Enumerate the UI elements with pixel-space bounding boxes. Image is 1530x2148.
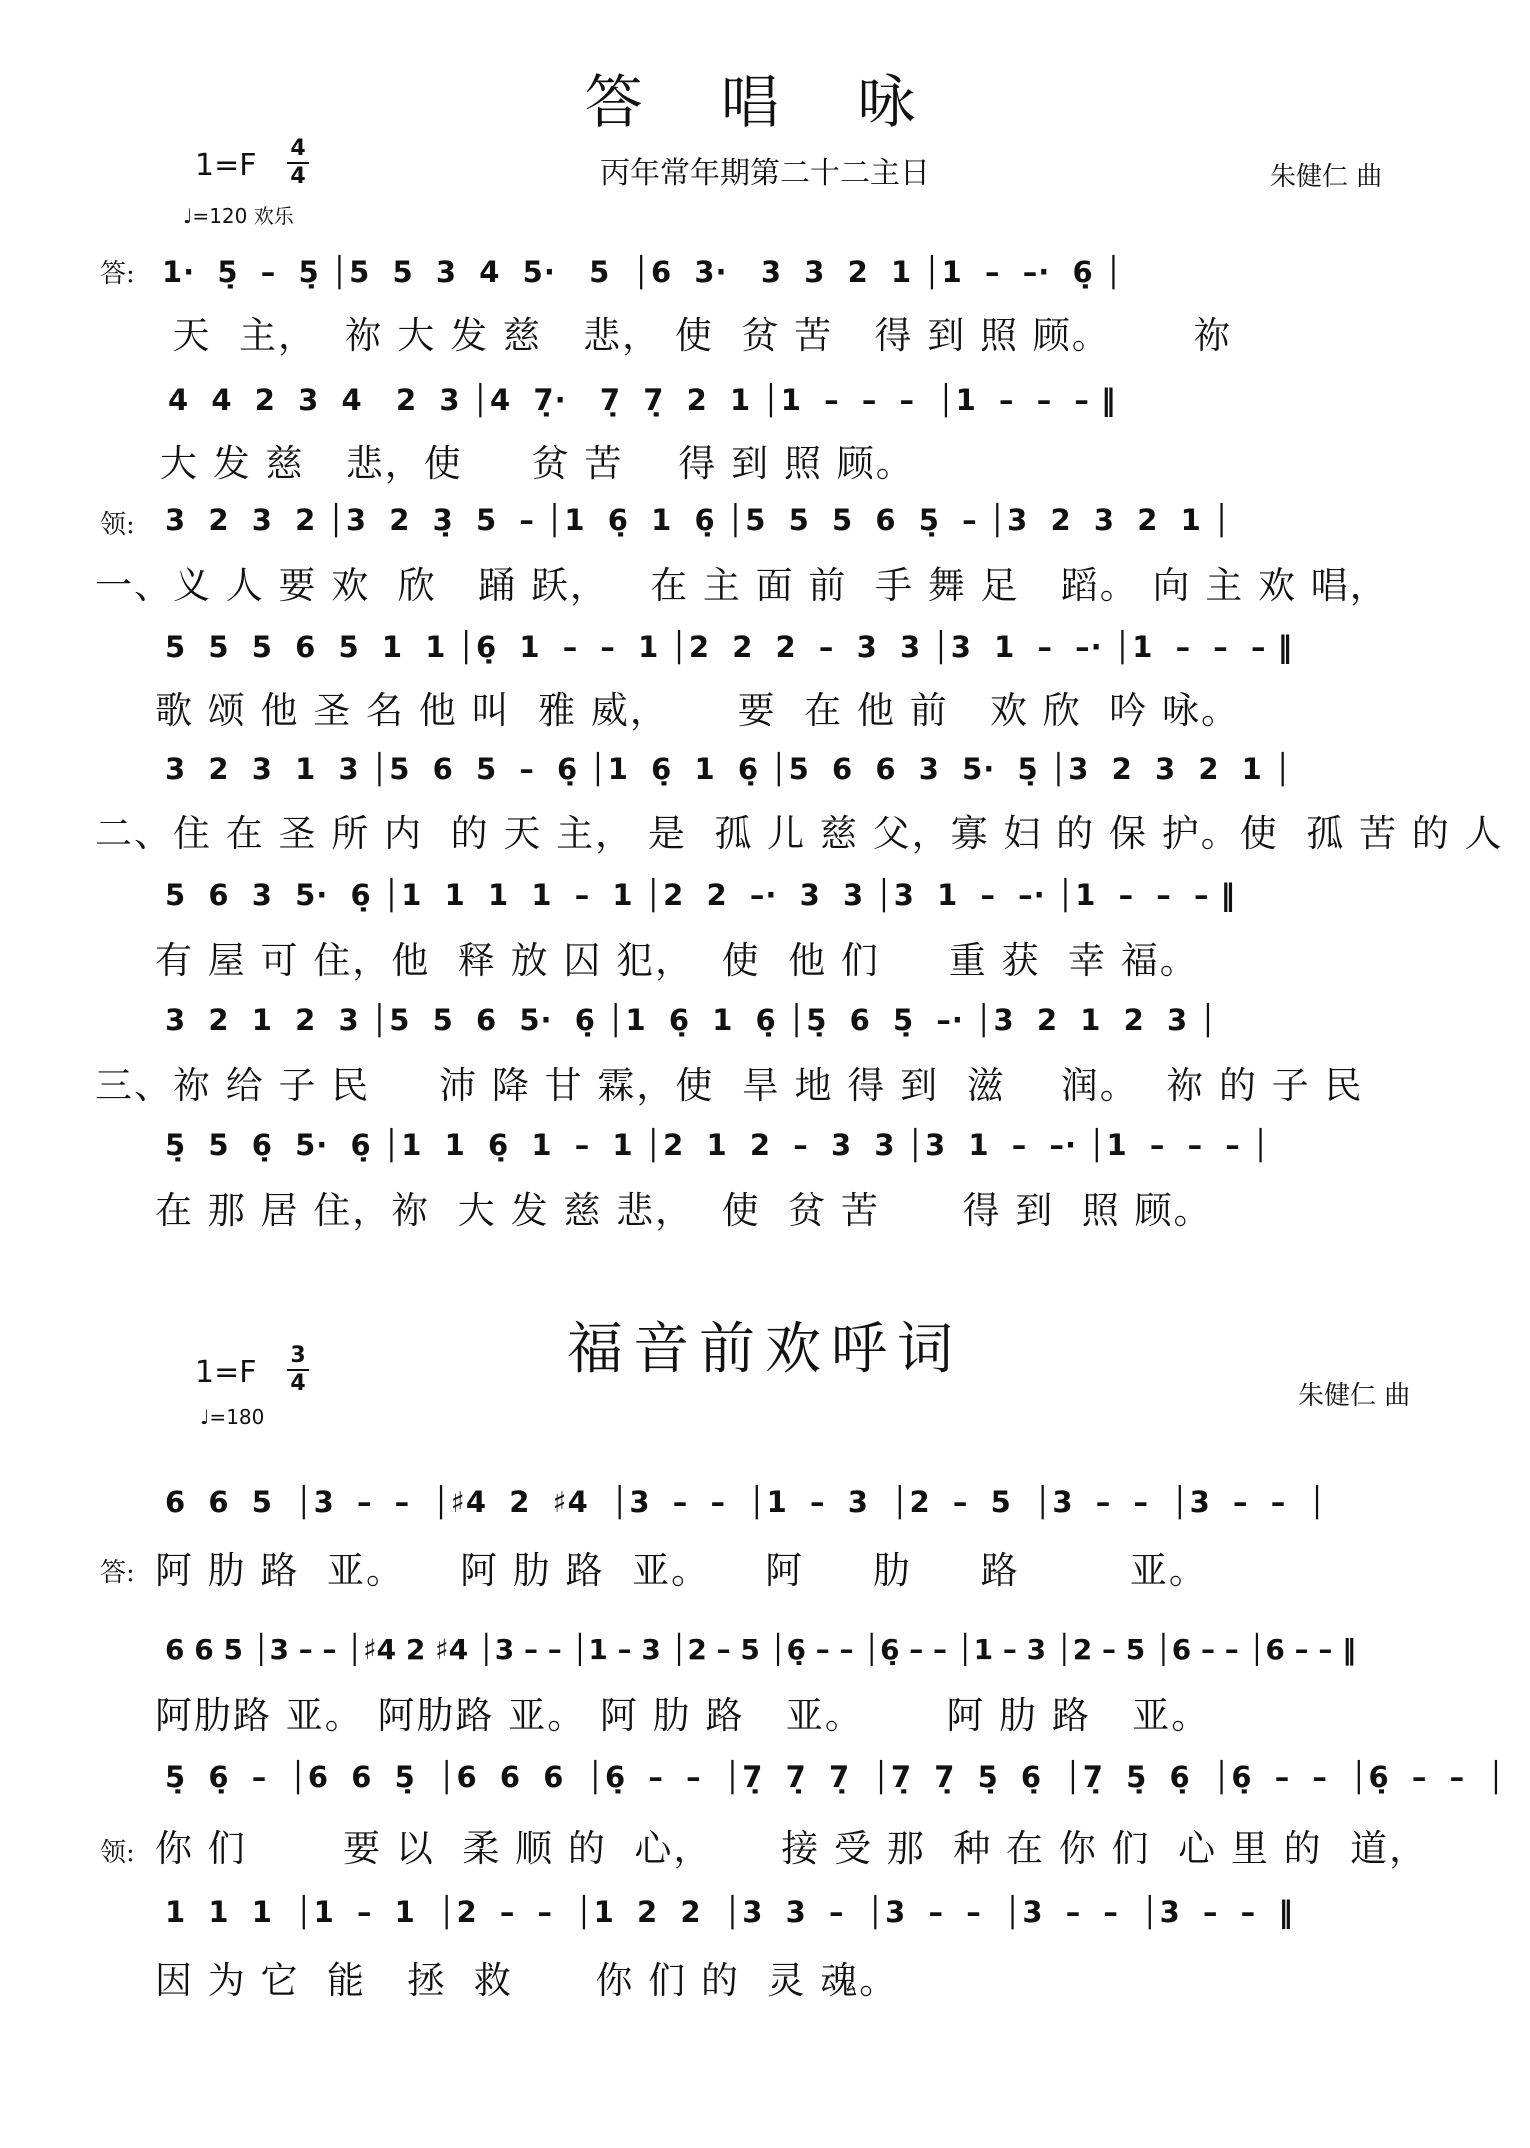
- song-2-key: 1=F: [195, 1355, 257, 1390]
- lyrics-row: 阿肋路 亚。 阿肋路 亚。 阿 肋 路 亚。 阿 肋 路 亚。: [155, 1694, 1211, 1737]
- lyrics-row: 三、祢 给 子 民 沛 降 甘 霖，使 旱 地 得 到 滋 润。 祢 的 子 民: [95, 1064, 1364, 1107]
- song-1-title: 答 唱 咏: [584, 68, 946, 136]
- meter-top: 3: [290, 1343, 306, 1368]
- song-2-title: 福音前欢呼词: [567, 1317, 963, 1382]
- role-lead: 领:: [100, 1838, 135, 1868]
- notation-row: 3 2 3 1 3 │5 6 5 – 6̣ │1 6̣ 1 6̣ │5 6 6 3 5· 5̣ │3 2 3 2 1 │: [165, 752, 1293, 786]
- notation-row: 3 2 1 2 3 │5 5 6 5· 6̣ │1 6̣ 1 6̣ │5̣ 6 5̣ –· │3 2 1 2 3 │: [165, 1003, 1218, 1037]
- lyrics-row: 大 发 慈 悲，使 贫 苦 得 到 照 顾。: [160, 442, 915, 485]
- meter-bottom: 4: [290, 1371, 306, 1396]
- notation-row: 5 5 5 6 5 1 1 │6̣ 1 – – 1 │2 2 2 – 3 3 │3 1 – –· │1 – – – ‖: [165, 630, 1294, 664]
- song-1-composer: 朱健仁 曲: [1270, 162, 1383, 192]
- lyrics-row: 在 那 居 住，祢 大 发 慈 悲， 使 贫 苦 得 到 照 顾。: [155, 1189, 1213, 1232]
- lyrics-row: 天 主， 祢 大 发 慈 悲， 使 贫 苦 得 到 照 顾。 祢: [145, 314, 1233, 357]
- notation-row: 1· 5̣ – 5̣ │5 5 3 4 5· 5 │6 3· 3 3 2 1 │1 – –· 6̣ │: [162, 255, 1124, 289]
- lyrics-row: 因 为 它 能 拯 救 你 们 的 灵 魂。: [155, 1959, 899, 2002]
- role-response: 答:: [100, 1558, 135, 1588]
- song-1-subtitle: 丙年常年期第二十二主日: [600, 156, 930, 191]
- song-2-tempo: ♩=180: [200, 1405, 265, 1429]
- song-2-composer: 朱健仁 曲: [1298, 1381, 1411, 1411]
- notation-row: 1 1 1 │1 – 1 │2 – – │1 2 2 │3 3 – │3 – – │3 – – │3 – – ‖: [165, 1895, 1294, 1929]
- notation-row: 6 6 5 │3 – – │♯4 2 ♯4 │3 – – │1 – 3 │2 – 5 │6̣ – – │6̣ – – │1 – 3 │2 – 5 │6 – – │6 – – ‖: [165, 1633, 1357, 1666]
- lyrics-row: 二、住 在 圣 所 内 的 天 主， 是 孤 儿 慈 父，寡 妇 的 保 护。使 孤 苦 的 人: [95, 812, 1504, 855]
- role-response: 答:: [100, 259, 135, 289]
- role-lead: 领:: [100, 510, 135, 540]
- notation-row: 5̣ 6̣ – │6 6 5̣ │6 6 6 │6̣ – – │7̣ 7̣ 7̣ │7̣ 7̣ 5̣ 6̣ │7̣ 5̣ 6̣ │6̣ – – │6̣ – – │: [165, 1760, 1506, 1794]
- meter-bottom: 4: [290, 164, 306, 189]
- song-1-tempo: ♩=120 欢乐: [183, 204, 294, 228]
- meter-top: 4: [290, 136, 306, 161]
- lyrics-row: 阿 肋 路 亚。 阿 肋 路 亚。 阿 肋 路 亚。: [155, 1549, 1208, 1592]
- lyrics-row: 一、义 人 要 欢 欣 踊 跃， 在 主 面 前 手 舞 足 蹈。 向 主 欢 唱，: [95, 564, 1389, 607]
- song-1-key: 1=F: [195, 148, 257, 183]
- lyrics-row: 歌 颂 他 圣 名 他 叫 雅 威， 要 在 他 前 欢 欣 吟 咏。: [155, 689, 1241, 732]
- notation-row: 5̣ 5 6̣ 5· 6̣ │1 1 6̣ 1 – 1 │2 1 2 – 3 3 │3 1 – –· │1 – – – │: [165, 1128, 1271, 1162]
- notation-row: 5 6 3 5· 6̣ │1 1 1 1 – 1 │2 2 –· 3 3 │3 1 – –· │1 – – – ‖: [165, 878, 1237, 912]
- notation-row: 6 6 5 │3 – – │♯4 2 ♯4 │3 – – │1 – 3 │2 – 5 │3 – – │3 – – │: [165, 1485, 1327, 1519]
- song-2-meter: [287, 1345, 309, 1395]
- lyrics-row: 你 们 要 以 柔 顺 的 心， 接 受 那 种 在 你 们 心 里 的 道，: [155, 1827, 1429, 1870]
- notation-row: 4 4 2 3 4 2 3 │4 7̣· 7̣ 7̣ 2 1 │1 – – – │1 – – – ‖: [168, 383, 1117, 417]
- notation-row: 3 2 3 2 │3 2 3̣ 5 – │1 6̣ 1 6̣ │5 5 5 6 5̣ – │3 2 3 2 1 │: [165, 503, 1232, 537]
- lyrics-row: 有 屋 可 住，他 释 放 囚 犯， 使 他 们 重 获 幸 福。: [155, 939, 1199, 982]
